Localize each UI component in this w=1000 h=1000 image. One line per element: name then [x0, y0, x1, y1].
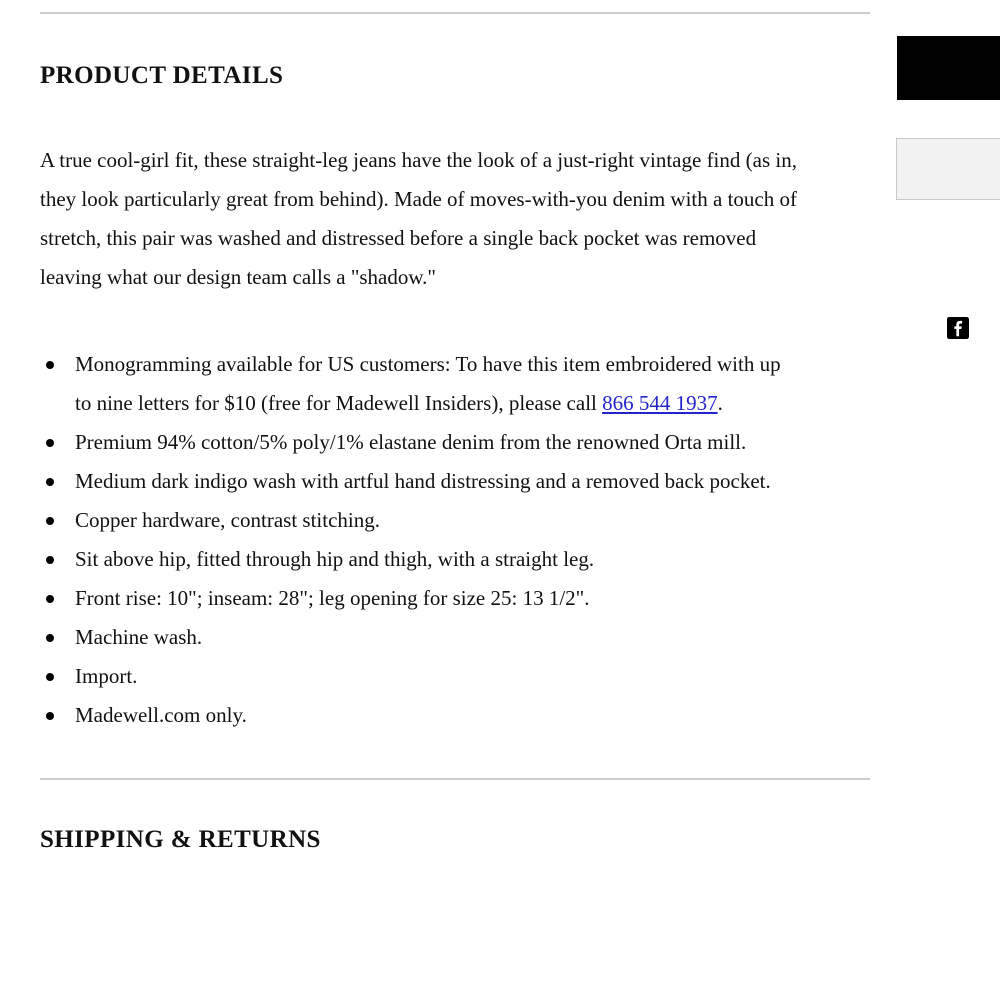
primary-action-button-cutoff[interactable]	[897, 36, 1000, 100]
secondary-action-button-cutoff[interactable]	[896, 138, 1000, 200]
facebook-share-button[interactable]	[947, 317, 969, 339]
list-item: Sit above hip, fitted through hip and thigh, with a straight leg.	[40, 540, 798, 579]
section-divider-bottom	[40, 778, 870, 780]
list-item: Madewell.com only.	[40, 696, 798, 735]
list-item-monogramming	[40, 345, 798, 423]
list-item: Copper hardware, contrast stitching.	[40, 501, 798, 540]
monogramming-text-after: .	[717, 391, 723, 415]
list-item: Front rise: 10"; inseam: 28"; leg opening for size 25: 13 1/2".	[40, 579, 798, 618]
list-item: Medium dark indigo wash with artful hand distressing and a removed back pocket.	[40, 462, 798, 501]
section-divider-top	[40, 12, 870, 14]
list-item: Machine wash.	[40, 618, 798, 657]
product-details-list	[40, 345, 798, 735]
phone-number-link[interactable]: 866 544 1937	[602, 391, 718, 415]
list-item: Premium 94% cotton/5% poly/1% elastane denim from the renowned Orta mill.	[40, 423, 798, 462]
product-info-column	[40, 0, 870, 854]
product-description: A true cool-girl fit, these straight-leg jeans have the look of a just-right vintage find (as in, they look particularly great from behind). Made of moves-with-you denim with a touch of stretch, this pair was washed and distressed before a single back pocket was removed leaving what our design team calls a "shadow."	[40, 148, 797, 289]
monogramming-text-before: Monogramming available for US customers: To have this item embroidered with up to nine letters for $10 (free for Madewell Insiders), please call	[75, 352, 781, 415]
shipping-returns-heading: SHIPPING & RETURNS	[40, 826, 321, 853]
facebook-icon	[947, 317, 969, 339]
product-details-heading: PRODUCT DETAILS	[40, 62, 284, 89]
list-item: Import.	[40, 657, 798, 696]
